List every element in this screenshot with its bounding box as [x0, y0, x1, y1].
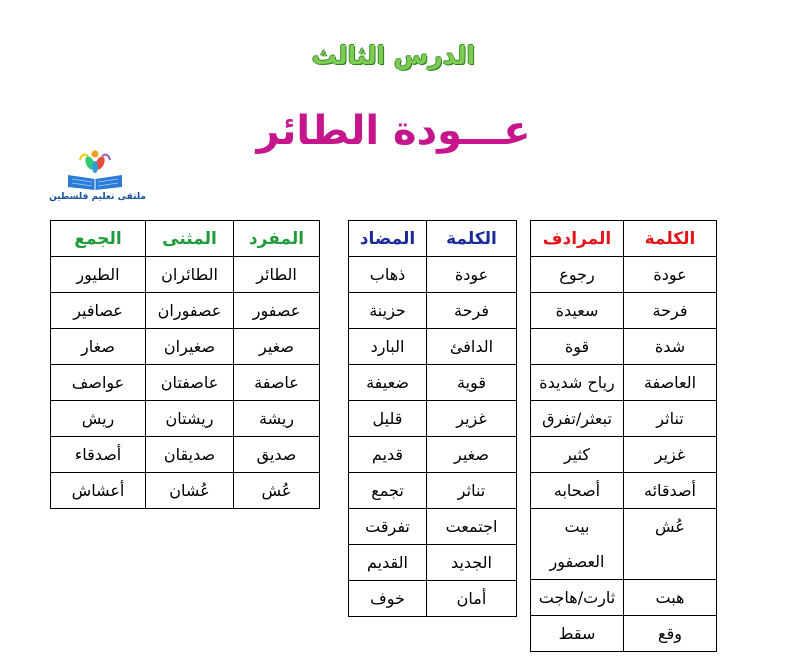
synonym-word-cell: عُش: [624, 509, 717, 580]
antonym-cell: البارد: [349, 329, 427, 365]
antonyms-table: [348, 220, 517, 617]
synonyms-table: [530, 220, 717, 652]
antonym-word-cell: قوية: [427, 365, 517, 401]
antonym-cell: ضعيفة: [349, 365, 427, 401]
plural-cell: الطيور: [51, 257, 146, 293]
synonym-word-cell: العاصفة: [624, 365, 717, 401]
synonym-cell: تبعثر/تفرق: [531, 401, 624, 437]
synonym-word-cell: هبت: [624, 580, 717, 616]
synonym-cell: رياح شديدة: [531, 365, 624, 401]
table-row: [51, 401, 320, 437]
table-row: [531, 401, 717, 437]
synonym-cell: [531, 509, 624, 580]
table-row: [51, 365, 320, 401]
logo-text: ملتقى تعليم فلسطين: [49, 192, 146, 202]
plural-cell: أصدقاء: [51, 437, 146, 473]
table-row: [51, 329, 320, 365]
table-row: [531, 473, 717, 509]
synonym-cell: ثارت/هاجت: [531, 580, 624, 616]
table-header-row: [51, 221, 320, 257]
singular-cell: صديق: [234, 437, 320, 473]
plural-cell: عصافير: [51, 293, 146, 329]
synonym-word-cell: عودة: [624, 257, 717, 293]
synonyms-header-synonym: المرادف: [531, 221, 624, 257]
table-row: [51, 473, 320, 509]
number-header-singular: المفرد: [234, 221, 320, 257]
table-row: [531, 437, 717, 473]
singular-cell: عاصفة: [234, 365, 320, 401]
synonym-cell: سعيدة: [531, 293, 624, 329]
antonym-word-cell: أمان: [427, 581, 517, 617]
antonym-cell: تجمع: [349, 473, 427, 509]
table-row: [51, 257, 320, 293]
table-row: [349, 401, 517, 437]
antonym-word-cell: الجديد: [427, 545, 517, 581]
table-row: [531, 616, 717, 652]
number-forms-table: [50, 220, 320, 509]
antonym-cell: قليل: [349, 401, 427, 437]
table-row: [531, 365, 717, 401]
plural-cell: صغار: [51, 329, 146, 365]
antonym-cell: تفرقت: [349, 509, 427, 545]
lesson-label: الدرس الثالث: [311, 41, 476, 70]
table-row: [349, 473, 517, 509]
dual-cell: عُشان: [146, 473, 234, 509]
table-row: [349, 293, 517, 329]
plural-cell: عواصف: [51, 365, 146, 401]
singular-cell: عُش: [234, 473, 320, 509]
dual-cell: صغيران: [146, 329, 234, 365]
synonym-word-cell: تناثر: [624, 401, 717, 437]
table-row: [531, 509, 717, 580]
antonym-cell: قديم: [349, 437, 427, 473]
antonym-cell: حزينة: [349, 293, 427, 329]
antonym-word-cell: غزير: [427, 401, 517, 437]
table-row: [51, 437, 320, 473]
open-book-logo-icon: [50, 148, 146, 190]
table-row: [349, 329, 517, 365]
antonym-cell: خوف: [349, 581, 427, 617]
plural-cell: ريش: [51, 401, 146, 437]
antonym-word-cell: تناثر: [427, 473, 517, 509]
synonym-word-cell: أصدقائه: [624, 473, 717, 509]
synonym-word-cell: وقع: [624, 616, 717, 652]
site-logo: [50, 148, 146, 208]
synonym-cell: كثير: [531, 437, 624, 473]
synonym-cell: سقط: [531, 616, 624, 652]
table-row: [531, 580, 717, 616]
antonym-word-cell: اجتمعت: [427, 509, 517, 545]
synonym-text: بيت العصفور: [549, 517, 605, 571]
table-row: [531, 257, 717, 293]
table-row: [349, 437, 517, 473]
singular-cell: صغير: [234, 329, 320, 365]
dual-cell: عصفوران: [146, 293, 234, 329]
table-header-row: [349, 221, 517, 257]
synonym-word-cell: شدة: [624, 329, 717, 365]
table-row: [349, 581, 517, 617]
antonym-word-cell: الدافئ: [427, 329, 517, 365]
table-row: [531, 329, 717, 365]
synonym-cell: أصحابه: [531, 473, 624, 509]
number-header-plural: الجمع: [51, 221, 146, 257]
antonym-cell: القديم: [349, 545, 427, 581]
plural-cell: أعشاش: [51, 473, 146, 509]
table-row: [349, 257, 517, 293]
dual-cell: الطائران: [146, 257, 234, 293]
synonyms-header-word: الكلمة: [624, 221, 717, 257]
dual-cell: ريشتان: [146, 401, 234, 437]
antonym-cell: ذهاب: [349, 257, 427, 293]
table-row: [349, 509, 517, 545]
synonym-cell: رجوع: [531, 257, 624, 293]
antonyms-header-word: الكلمة: [427, 221, 517, 257]
antonym-word-cell: عودة: [427, 257, 517, 293]
table-header-row: [531, 221, 717, 257]
table-row: [531, 293, 717, 329]
page-title: عـــودة الطائر: [256, 108, 531, 154]
antonyms-header-antonym: المضاد: [349, 221, 427, 257]
synonym-word-cell: فرحة: [624, 293, 717, 329]
singular-cell: ريشة: [234, 401, 320, 437]
antonym-word-cell: صغير: [427, 437, 517, 473]
singular-cell: الطائر: [234, 257, 320, 293]
table-row: [349, 545, 517, 581]
number-header-dual: المثنى: [146, 221, 234, 257]
antonym-word-cell: فرحة: [427, 293, 517, 329]
table-row: [349, 365, 517, 401]
dual-cell: صديقان: [146, 437, 234, 473]
table-row: [51, 293, 320, 329]
singular-cell: عصفور: [234, 293, 320, 329]
dual-cell: عاصفتان: [146, 365, 234, 401]
synonym-cell: قوة: [531, 329, 624, 365]
synonym-word-cell: غزير: [624, 437, 717, 473]
